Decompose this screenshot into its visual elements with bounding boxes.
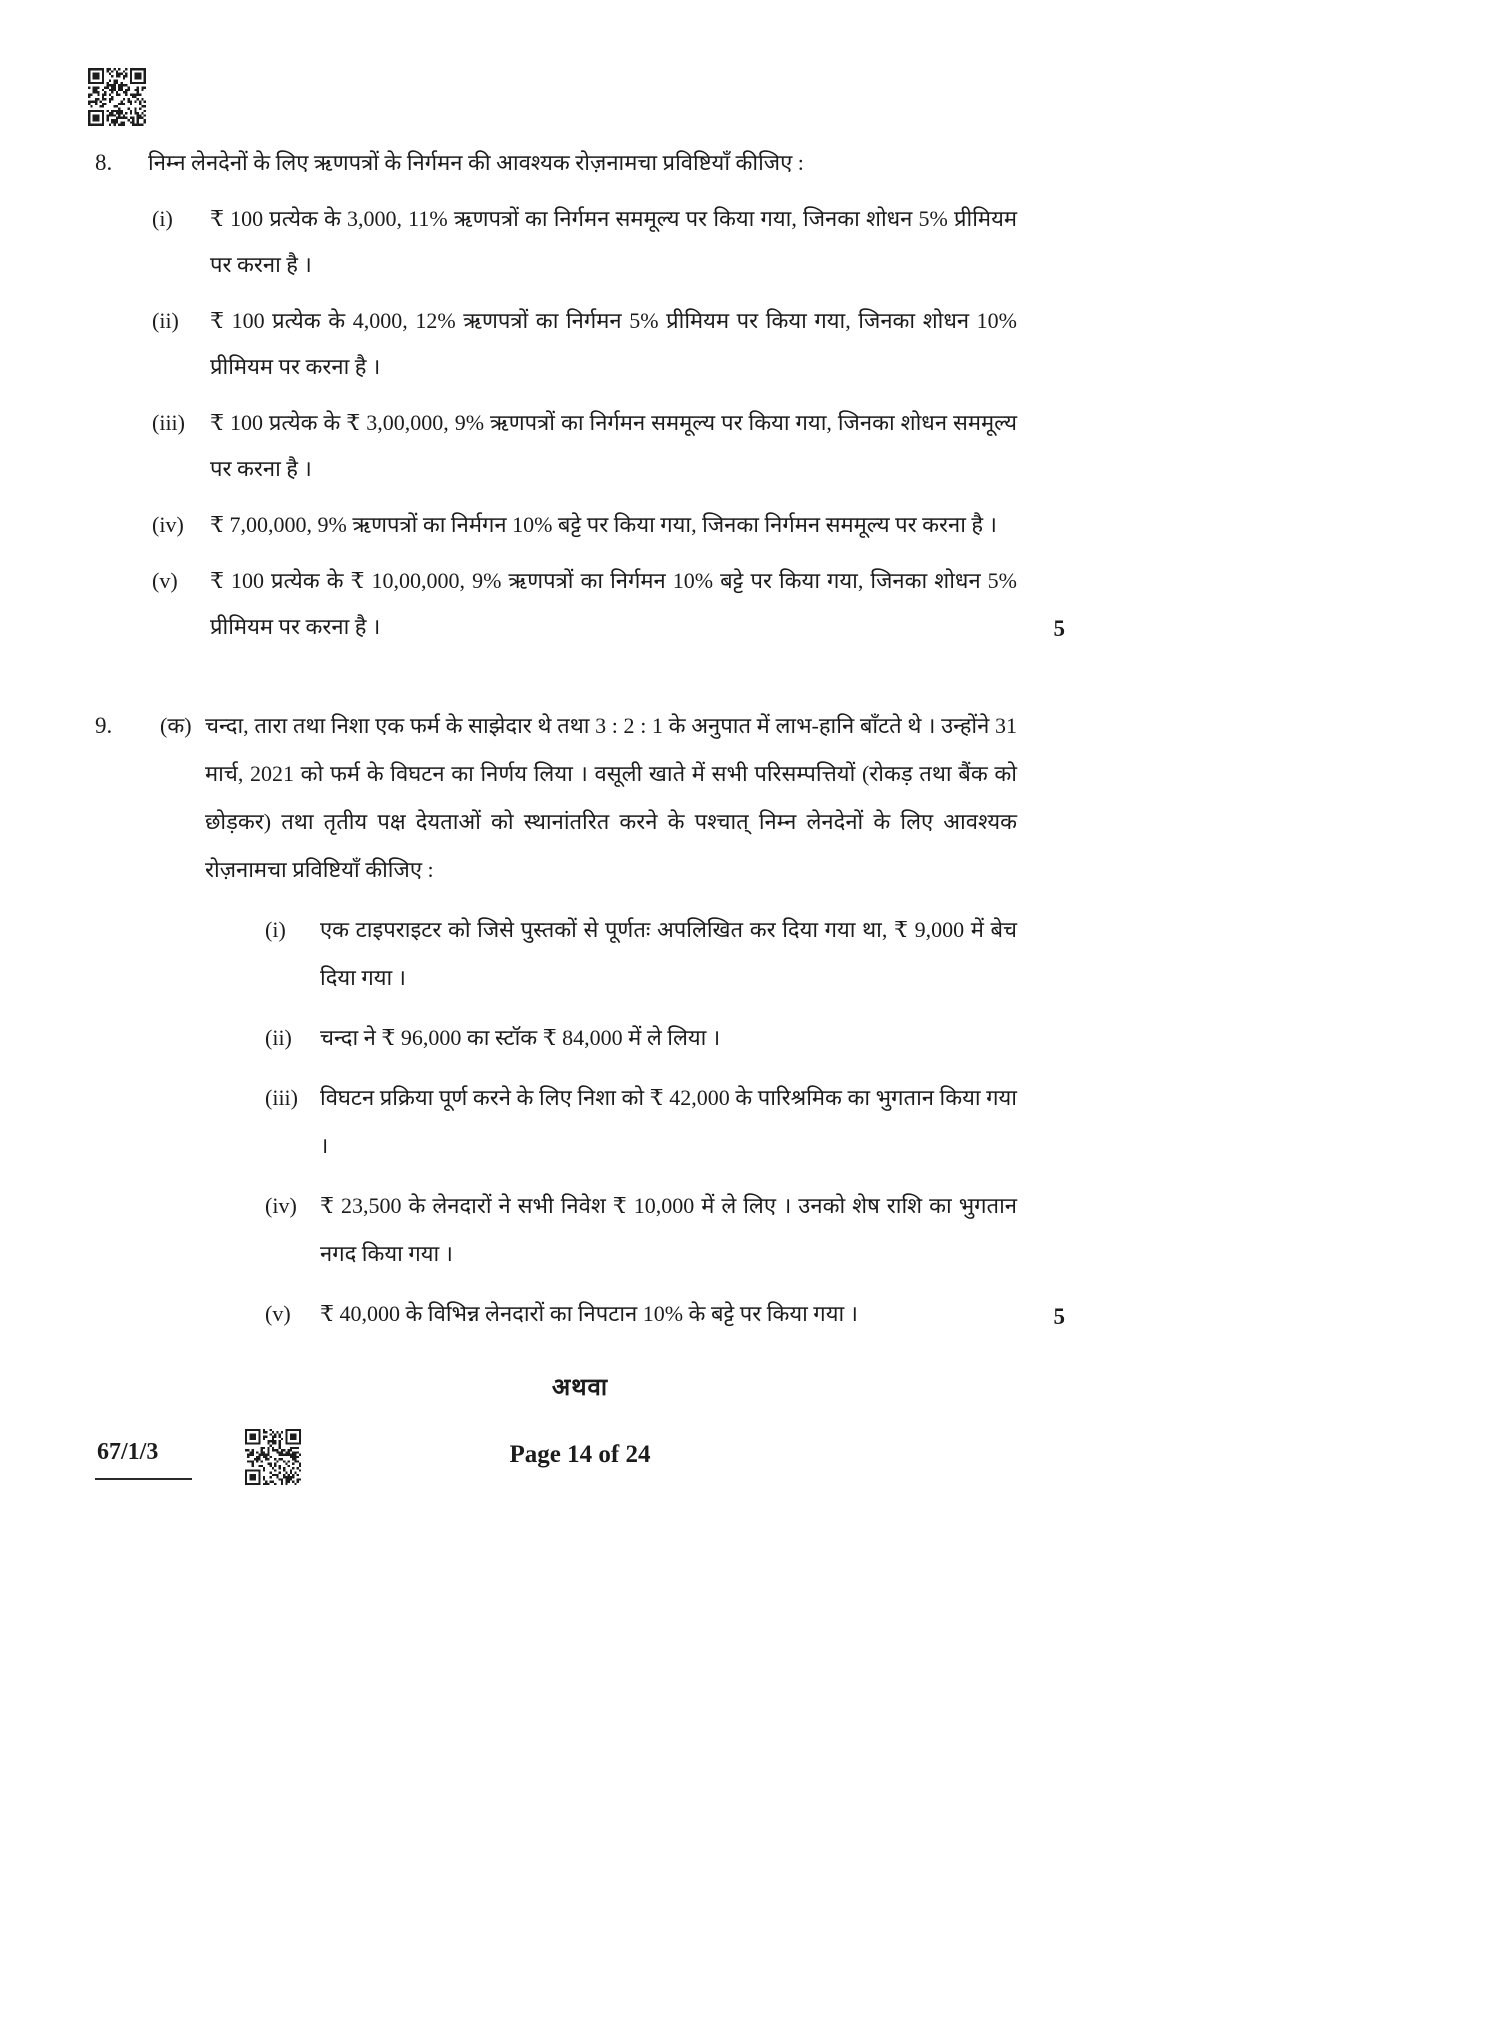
- item-label: (iii): [152, 410, 185, 435]
- item-label: (i): [265, 917, 286, 942]
- question-8-item-v: [152, 558, 1065, 650]
- question-9-head: [95, 702, 1065, 894]
- question-9-item-iv: [265, 1182, 1065, 1278]
- question-9-marks: 5: [1053, 1304, 1065, 1329]
- item-label: (iii): [265, 1085, 298, 1110]
- question-8: [95, 140, 1065, 650]
- question-8-intro: निम्न लेनदेनों के लिए ऋणपत्रों के निर्गमन की आवश्यक रोज़नामचा प्रविष्टियाँ कीजिए :: [148, 150, 804, 175]
- item-label: (ii): [152, 308, 179, 333]
- question-9-item-v: [265, 1290, 1065, 1338]
- page-content: [95, 140, 1065, 1495]
- qr-code-icon: [88, 68, 146, 126]
- question-8-number: 8.: [95, 150, 113, 175]
- question-8-item-iii: [152, 400, 1065, 492]
- item-label: (ii): [265, 1025, 292, 1050]
- item-text: एक टाइपराइटर को जिसे पुस्तकों से पूर्णतः अपलिखित कर दिया गया था, ₹ 9,000 में बेच दिया गया ।: [320, 917, 1017, 990]
- question-8-head: [95, 140, 1065, 186]
- item-text: ₹ 40,000 के विभिन्न लेनदारों का निपटान 10% के बट्टे पर किया गया ।: [320, 1301, 858, 1326]
- item-label: (v): [265, 1301, 291, 1326]
- question-8-item-ii: [152, 298, 1065, 390]
- page-footer: [95, 1429, 1065, 1495]
- question-9-items: [265, 906, 1065, 1338]
- item-label: (iv): [265, 1193, 297, 1218]
- item-text: ₹ 23,500 के लेनदारों ने सभी निवेश ₹ 10,000 में ले लिए । उनको शेष राशि का भुगतान नगद किया गया ।: [320, 1193, 1017, 1266]
- page-number: Page 14 of 24: [509, 1441, 651, 1468]
- question-8-marks: 5: [1053, 616, 1065, 641]
- item-text: ₹ 100 प्रत्येक के ₹ 3,00,000, 9% ऋणपत्रों का निर्गमन सममूल्य पर किया गया, जिनका शोधन सममूल्य पर करना है ।: [210, 410, 1017, 481]
- paper-code: 67/1/3: [95, 1439, 192, 1480]
- item-text: चन्दा ने ₹ 96,000 का स्टॉक ₹ 84,000 में ले लिया ।: [320, 1025, 721, 1050]
- question-9-item-i: [265, 906, 1065, 1002]
- question-9-item-ii: [265, 1014, 1065, 1062]
- or-divider: अथवा: [551, 1375, 609, 1401]
- item-text: ₹ 100 प्रत्येक के ₹ 10,00,000, 9% ऋणपत्रों का निर्गमन 10% बट्टे पर किया गया, जिनका शोधन 5% प्रीमियम पर करना है ।: [210, 568, 1017, 639]
- question-8-item-iv: [152, 502, 1065, 548]
- item-label: (i): [152, 206, 173, 231]
- item-label: (iv): [152, 512, 184, 537]
- question-8-item-i: [152, 196, 1065, 288]
- item-label: (v): [152, 568, 178, 593]
- item-text: ₹ 100 प्रत्येक के 3,000, 11% ऋणपत्रों का निर्गमन सममूल्य पर किया गया, जिनका शोधन 5% प्रीमियम पर करना है ।: [210, 206, 1017, 277]
- question-9-number: 9.: [95, 713, 113, 738]
- question-9-item-iii: [265, 1074, 1065, 1170]
- question-9-intro: चन्दा, तारा तथा निशा एक फर्म के साझेदार थे तथा 3 : 2 : 1 के अनुपात में लाभ-हानि बाँटते थे । उन्होंने 31 मार्च, 2021 को फर्म के विघटन का निर्णय लिया । वसूली खाते में सभी परिसम्पत्तियों (रोकड़ तथा बैंक को छोड़कर) तथा तृतीय पक्ष देयताओं को स्थानांतरित करने के पश्चात् निम्न लेनदेनों के लिए आवश्यक रोज़नामचा प्रविष्टियाँ कीजिए :: [205, 713, 1017, 882]
- question-9: [95, 702, 1065, 1338]
- item-text: विघटन प्रक्रिया पूर्ण करने के लिए निशा को ₹ 42,000 के पारिश्रमिक का भुगतान किया गया ।: [320, 1085, 1017, 1158]
- question-8-items: [152, 196, 1065, 650]
- question-9-part-label: (क): [160, 713, 192, 738]
- item-text: ₹ 100 प्रत्येक के 4,000, 12% ऋणपत्रों का निर्गमन 5% प्रीमियम पर किया गया, जिनका शोधन 10% प्रीमियम पर करना है ।: [210, 308, 1017, 379]
- item-text: ₹ 7,00,000, 9% ऋणपत्रों का निर्मगन 10% बट्टे पर किया गया, जिनका निर्गमन सममूल्य पर करना है ।: [210, 512, 997, 537]
